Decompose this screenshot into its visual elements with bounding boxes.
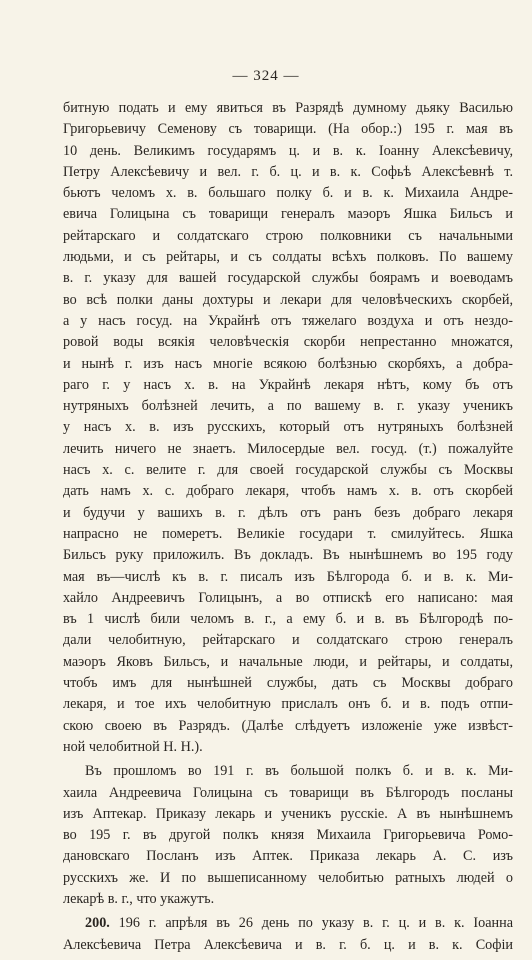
- paragraph: [63, 98, 513, 758]
- text-line: у насъ х. в. изъ русскихъ, который отъ нутряныхъ болѣзней: [63, 419, 513, 436]
- text-line: дали челобитную, рейтарскаго и солдатскаго строю генералъ: [63, 632, 513, 649]
- text-line: въ 1 числѣ били челомъ в. г., а ему б. и в. въ Бѣлгородѣ по-: [63, 611, 513, 628]
- text-line: лечить ничего не знаетъ. Милосердые вел. госуд. (т.) пожалуйте: [63, 440, 513, 457]
- paragraph: [63, 761, 513, 910]
- text-line: бьютъ челомъ х. в. большаго полку б. и в. к. Михаила Андре-: [63, 185, 513, 202]
- text-line: дановскаго Посланъ изъ Аптек. Приказа лекарь А. С. изъ: [63, 848, 513, 865]
- page-number: — 324 —: [232, 68, 300, 84]
- text-line: маэоръ Яковъ Бильсъ, и начальные люди, и рейтары, и солдаты,: [63, 653, 513, 670]
- text-line: раго г. у насъ х. в. на Украйнѣ лекаря нѣтъ, кому бъ отъ: [63, 376, 513, 393]
- text-line: лекарѣ в. г., что укажутъ.: [63, 890, 215, 907]
- text-line: и нынѣ г. изъ насъ многіе всякою болѣзнью скорбяхъ, а добра-: [63, 355, 513, 372]
- text-line: скою своею въ Разрядъ. (Далѣе слѣдуетъ изложеніе уже извѣст-: [63, 717, 513, 734]
- text-line: нутряныхъ болѣзней лечить, а по вашему в. г. указу ученикъ: [63, 398, 513, 415]
- text-line: во всѣ полки даны дохтуры и лекари для человѣческихъ скорбей,: [63, 291, 513, 308]
- body-text: [63, 98, 513, 956]
- text-line: Петру Алексѣевичу и вел. г. б. ц. и в. к. Софьѣ Алексѣевнѣ т.: [63, 163, 513, 180]
- text-line: а у насъ госуд. на Украйнѣ отъ тяжелаго воздуха и отъ нездо-: [63, 312, 513, 329]
- text-line: 10 день. Великимъ государямъ ц. и в. к. Іоанну Алексѣевичу,: [63, 142, 513, 159]
- text-line: чтобъ имъ для нынѣшней службы, дать съ Москвы добраго: [63, 675, 513, 692]
- text-line: мая въ—числѣ къ в. г. писалъ изъ Бѣлгорода б. и в. к. Ми-: [63, 568, 513, 585]
- text-line: в. г. указу для вашей государской службы боярамъ и воеводамъ: [63, 270, 513, 287]
- text-line: 200. 196 г. апрѣля въ 26 день по указу в. г. ц. и в. к. Іоанна: [85, 915, 513, 932]
- text-line: дать намъ х. с. добраго лекаря, чтобъ намъ х. в. отъ скорбей: [63, 483, 513, 500]
- text-line: напрасно не померетъ. Великіе государи т. смилуйтесь. Яшка: [63, 525, 513, 542]
- text-line: Алексѣевича Петра Алексѣевича и в. г. б. ц. и в. к. Софіи: [63, 936, 513, 953]
- text-line: битную подать и ему явиться въ Разрядѣ думному дьяку Василью: [63, 100, 513, 116]
- text-line: Бильсъ руку приложилъ. Въ докладъ. Въ нынѣшнемъ во 195 году: [63, 547, 513, 564]
- text-line: ной челобитной Н. Н.).: [63, 738, 203, 755]
- text-line: хайло Андреевичъ Голицынъ, а во отпискѣ его написано: мая: [63, 589, 513, 606]
- text-line: насъ х. с. велите г. для своей государской службы съ Москвы: [63, 462, 513, 479]
- text-line: ровой воды всякія человѣческія скорби непрестанно множатся,: [63, 334, 513, 351]
- text-line: людьми, и съ рейтары, и съ солдаты всѣхъ полковъ. По вашему: [63, 249, 513, 266]
- text-line: лекаря, и тое ихъ челобитную прислалъ онъ б. и в. подъ отпи-: [63, 696, 513, 713]
- text-line: и будучи у вашихъ в. г. дѣлъ отъ ранъ безъ добраго лекаря: [63, 504, 513, 521]
- entry-number: 200.: [85, 915, 110, 932]
- text-line: русскихъ же. И по вышеписанному челобитью ратныхъ людей о: [63, 869, 513, 886]
- text-line: Въ прошломъ во 191 г. въ большой полкъ б. и в. к. Ми-: [85, 763, 513, 780]
- text-line: изъ Аптекар. Приказу лекарь и ученикъ русскіе. А въ нынѣшнемъ: [63, 805, 513, 822]
- paragraph: [63, 913, 513, 956]
- text-line: хаила Андреевича Голицына съ товарищи въ Бѣлгородъ посланы: [63, 784, 513, 801]
- text-line: рейтарскаго и солдатскаго строю полковники съ начальными: [63, 227, 513, 244]
- text-line: Григорьевичу Семенову съ товарищи. (На обор.:) 195 г. мая въ: [63, 121, 513, 138]
- text-line: евича Голицына съ товарищи генералъ маэоръ Яшка Бильсъ и: [63, 206, 513, 223]
- text-line: во 195 г. въ другой полкъ князя Михаила Григорьевича Ромо-: [63, 827, 513, 844]
